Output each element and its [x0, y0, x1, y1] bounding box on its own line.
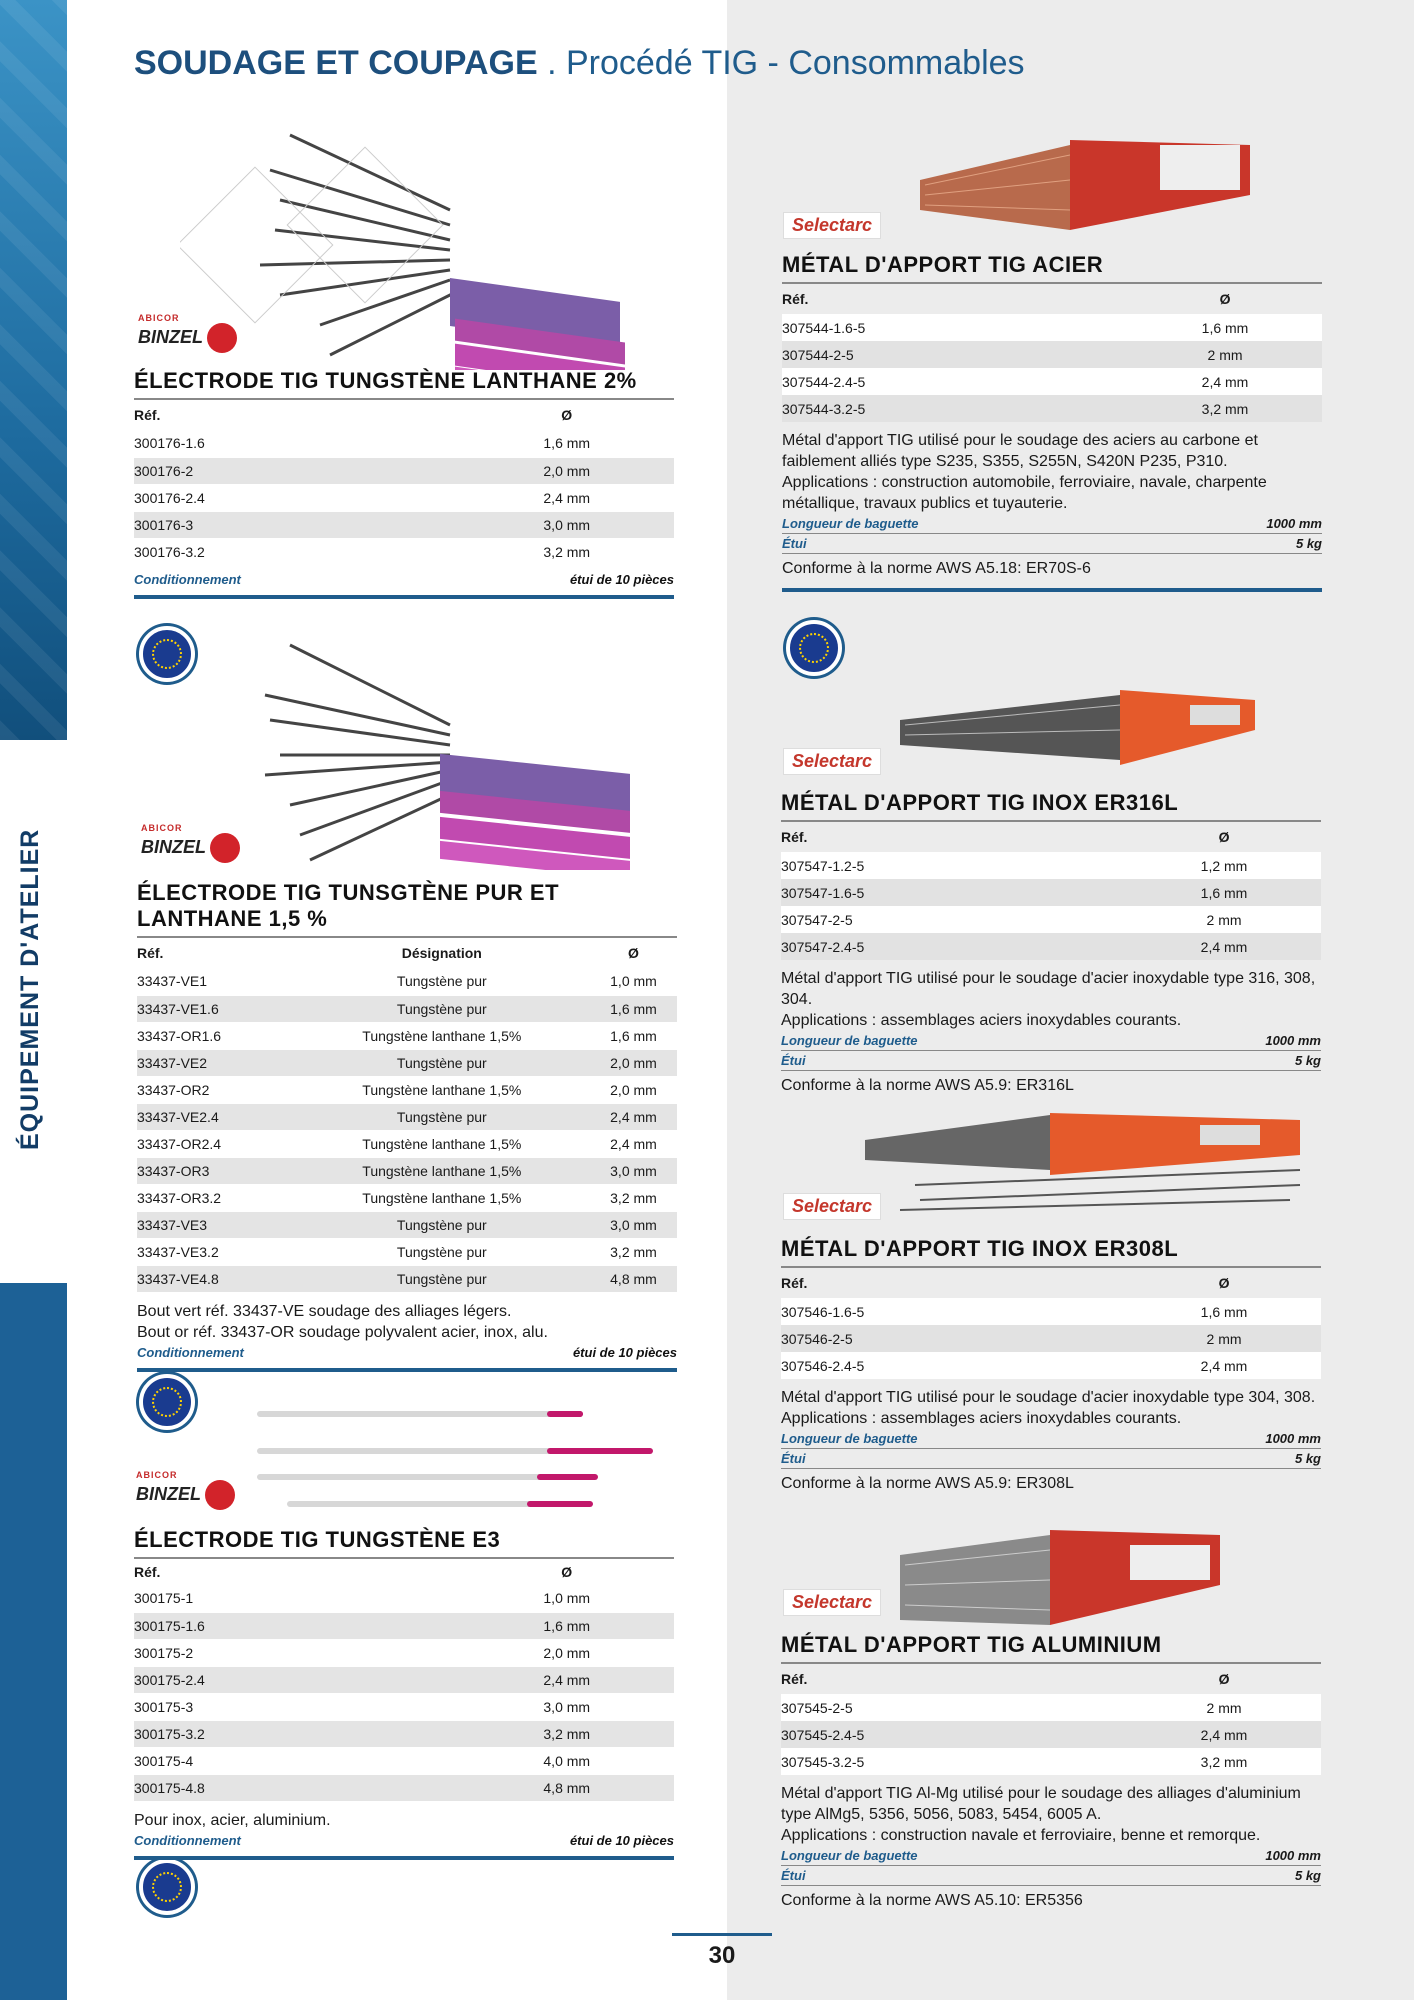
length-value: 1000 mm [1266, 516, 1322, 531]
cell-ref: 307544-2.4-5 [782, 368, 1128, 395]
cell-diameter: 3,0 mm [590, 1157, 677, 1184]
product-tig-acier [782, 252, 1322, 592]
cell-ref: 300175-2.4 [134, 1666, 459, 1693]
cell-ref: 33437-VE1 [137, 968, 294, 995]
cell-diameter: 2,0 mm [459, 1639, 674, 1666]
packaging-value: étui de 10 pièces [569, 571, 674, 587]
product-applications: Applications : assemblages aciers inoxydables courants. [781, 1012, 1182, 1029]
cell-diameter: 2 mm [1127, 1325, 1321, 1352]
case-row [781, 1866, 1321, 1886]
product-pur-lanthane [137, 880, 677, 1372]
cell-ref: 300176-1.6 [134, 430, 459, 457]
product-tig-inox-316l [781, 790, 1321, 1105]
table-row [134, 1747, 674, 1774]
cell-ref: 33437-OR2.4 [137, 1130, 294, 1157]
table-row [137, 1265, 677, 1292]
cell-ref: 300175-1.6 [134, 1612, 459, 1639]
product-description: Métal d'apport TIG utilisé pour le soudage des aciers au carbone et faiblement alliés type S235, S355, S255N, S420N P235, P310. [782, 432, 1258, 470]
aluminium-rods-image [900, 1525, 1230, 1645]
table-row [134, 484, 674, 511]
cell-ref: 307547-1.6-5 [781, 879, 1127, 906]
cell-diameter: 1,6 mm [459, 1612, 674, 1639]
product-description: Pour inox, acier, aluminium. [134, 1811, 331, 1829]
cell-designation: Tungstène lanthane 1,5% [294, 1184, 590, 1211]
length-label: Longueur de baguette [781, 1431, 918, 1446]
case-value: 5 kg [1294, 1868, 1321, 1883]
table-row [137, 1076, 677, 1103]
col-ref: Réf. [782, 291, 809, 307]
product-applications: Applications : assemblages aciers inoxydables courants. [781, 1410, 1182, 1427]
cell-diameter: 3,2 mm [590, 1238, 677, 1265]
cell-designation: Tungstène lanthane 1,5% [294, 1076, 590, 1103]
description-line: Bout or réf. 33437-OR soudage polyvalent acier, inox, alu. [137, 1323, 548, 1341]
cell-diameter: 3,2 mm [459, 1720, 674, 1747]
table-row [782, 368, 1322, 395]
cell-ref: 300175-4 [134, 1747, 459, 1774]
cell-ref: 307545-2.4-5 [781, 1721, 1127, 1748]
cell-designation: Tungstène pur [294, 995, 590, 1022]
cell-ref: 33437-OR3.2 [137, 1184, 294, 1211]
table-row [781, 1694, 1321, 1721]
table-row [781, 879, 1321, 906]
table-row [134, 1639, 674, 1666]
col-ref: Réf. [134, 407, 161, 423]
binzel-logo-mark-icon [205, 1480, 235, 1510]
cell-diameter: 3,0 mm [459, 511, 674, 538]
table-row [134, 1666, 674, 1693]
cell-ref: 300176-3.2 [134, 538, 459, 565]
page-title [134, 44, 1025, 83]
cell-diameter: 2,4 mm [459, 484, 674, 511]
cell-ref: 33437-VE3 [137, 1211, 294, 1238]
col-diameter: Ø [1218, 1671, 1230, 1687]
packaging-row [134, 1831, 674, 1860]
cell-designation: Tungstène pur [294, 968, 590, 995]
cell-diameter: 1,6 mm [590, 995, 677, 1022]
inox-316l-rods-image [900, 680, 1260, 780]
cell-designation: Tungstène pur [294, 1103, 590, 1130]
col-ref: Réf. [134, 1564, 161, 1580]
product-description: Métal d'apport TIG utilisé pour le soudage d'acier inoxydable type 304, 308. [781, 1389, 1316, 1406]
table-row [134, 1612, 674, 1639]
cell-ref: 307547-2.4-5 [781, 933, 1127, 960]
binzel-logo-top: ABICOR [138, 313, 180, 323]
table-row [137, 1130, 677, 1157]
cell-ref: 33437-VE1.6 [137, 995, 294, 1022]
table-row [781, 1352, 1321, 1379]
product-table [782, 284, 1322, 422]
cell-ref: 307547-1.2-5 [781, 852, 1127, 879]
binzel-logo-main: BINZEL [136, 1483, 201, 1504]
binzel-logo-1 [138, 313, 237, 353]
packaging-row [134, 566, 674, 599]
col-diameter: Ø [561, 407, 573, 423]
eu-badge-icon [139, 626, 195, 682]
col-ref: Réf. [781, 1671, 808, 1687]
cell-ref: 307546-2.4-5 [781, 1352, 1127, 1379]
product-description: Métal d'apport TIG Al-Mg utilisé pour le soudage des alliages d'aluminium type AlMg5, 5356, 5056, 5083, 5454, 6005 A. [781, 1785, 1301, 1823]
product-table [134, 1559, 674, 1802]
cell-ref: 33437-VE4.8 [137, 1265, 294, 1292]
length-row [781, 1846, 1321, 1866]
selectarc-logo-3: Selectarc [783, 1193, 881, 1220]
col-diameter: Ø [628, 945, 639, 961]
cell-diameter: 4,8 mm [590, 1265, 677, 1292]
binzel-logo-main: BINZEL [141, 836, 206, 857]
table-row [134, 1693, 674, 1720]
norm-text: Conforme à la norme AWS A5.9: ER316L [781, 1077, 1074, 1094]
sidebar-label: ÉQUIPEMENT D'ATELIER [16, 828, 44, 1150]
norm-text: Conforme à la norme AWS A5.10: ER5356 [781, 1892, 1083, 1909]
cell-ref: 33437-OR3 [137, 1157, 294, 1184]
cell-ref: 307546-2-5 [781, 1325, 1127, 1352]
cell-diameter: 2,4 mm [459, 1666, 674, 1693]
case-row [781, 1051, 1321, 1071]
table-row [134, 430, 674, 457]
product-description: Métal d'apport TIG utilisé pour le soudage d'acier inoxydable type 316, 308, 304. [781, 970, 1316, 1008]
case-value: 5 kg [1295, 536, 1322, 551]
table-row [781, 1748, 1321, 1775]
cell-designation: Tungstène lanthane 1,5% [294, 1022, 590, 1049]
binzel-logo-2 [141, 823, 240, 863]
cell-diameter: 2,4 mm [1127, 933, 1321, 960]
cell-ref: 33437-OR1.6 [137, 1022, 294, 1049]
case-row [782, 534, 1322, 554]
table-row [137, 995, 677, 1022]
product-title: MÉTAL D'APPORT TIG INOX ER316L [781, 790, 1321, 822]
title-bold: SOUDAGE ET COUPAGE [134, 44, 538, 82]
table-row [782, 341, 1322, 368]
product-lanthane-2 [134, 368, 674, 599]
packaging-row [137, 1343, 677, 1372]
table-row [134, 538, 674, 565]
cell-diameter: 2,0 mm [590, 1049, 677, 1076]
table-row [134, 1774, 674, 1801]
product-title: MÉTAL D'APPORT TIG ALUMINIUM [781, 1632, 1321, 1664]
table-row [782, 395, 1322, 422]
cell-diameter: 3,2 mm [590, 1184, 677, 1211]
cell-diameter: 2,4 mm [590, 1103, 677, 1130]
col-ref: Réf. [781, 829, 808, 845]
col-designation: Désignation [401, 945, 482, 961]
cell-diameter: 2,4 mm [1127, 1721, 1321, 1748]
case-value: 5 kg [1294, 1451, 1321, 1466]
length-row [781, 1429, 1321, 1449]
eu-badge-icon [786, 620, 842, 676]
cell-diameter: 2 mm [1127, 1694, 1321, 1721]
cell-ref: 307547-2-5 [781, 906, 1127, 933]
product-title: ÉLECTRODE TIG TUNSGTÈNE PUR ET LANTHANE 1,5 % [137, 880, 677, 938]
binzel-logo-3 [136, 1470, 235, 1510]
table-row [137, 1184, 677, 1211]
sidebar-decor-bottom [0, 1283, 67, 2000]
cell-diameter: 2,0 mm [459, 457, 674, 484]
case-value: 5 kg [1294, 1053, 1321, 1068]
table-row [134, 1720, 674, 1747]
cell-diameter: 2,0 mm [590, 1076, 677, 1103]
table-row [137, 1103, 677, 1130]
product-table [781, 1268, 1321, 1379]
case-label: Étui [781, 1868, 806, 1883]
table-row [781, 933, 1321, 960]
cell-ref: 33437-OR2 [137, 1076, 294, 1103]
cell-diameter: 3,2 mm [459, 538, 674, 565]
length-value: 1000 mm [1265, 1848, 1321, 1863]
length-value: 1000 mm [1265, 1431, 1321, 1446]
cell-ref: 300176-2 [134, 457, 459, 484]
product-table [781, 822, 1321, 960]
tungsten-electrodes-image-2 [260, 640, 660, 870]
cell-ref: 300175-1 [134, 1585, 459, 1612]
cell-diameter: 1,0 mm [590, 968, 677, 995]
table-row [782, 314, 1322, 341]
table-row [137, 1049, 677, 1076]
case-row [781, 1449, 1321, 1469]
cell-ref: 300175-3.2 [134, 1720, 459, 1747]
cell-diameter: 1,0 mm [459, 1585, 674, 1612]
cell-ref: 307546-1.6-5 [781, 1298, 1127, 1325]
selectarc-logo-4: Selectarc [783, 1589, 881, 1616]
binzel-logo-top: ABICOR [136, 1470, 178, 1480]
cell-diameter: 1,6 mm [590, 1022, 677, 1049]
binzel-logo-mark-icon [207, 323, 237, 353]
product-applications: Applications : construction automobile, ferroviaire, navale, charpente métallique, travaux publics et tuyauterie. [782, 474, 1267, 512]
cell-designation: Tungstène lanthane 1,5% [294, 1130, 590, 1157]
cell-designation: Tungstène pur [294, 1049, 590, 1076]
cell-diameter: 1,6 mm [1127, 1298, 1321, 1325]
selectarc-logo-1: Selectarc [783, 212, 881, 239]
product-title: ÉLECTRODE TIG TUNGSTÈNE LANTHANE 2% [134, 368, 674, 400]
cell-diameter: 2,4 mm [590, 1130, 677, 1157]
product-table [781, 1664, 1321, 1775]
length-row [782, 514, 1322, 534]
cell-diameter: 3,2 mm [1127, 1748, 1321, 1775]
cell-diameter: 1,6 mm [1128, 314, 1322, 341]
table-row [781, 852, 1321, 879]
cell-diameter: 1,6 mm [1127, 879, 1321, 906]
product-title: MÉTAL D'APPORT TIG ACIER [782, 252, 1322, 284]
length-label: Longueur de baguette [782, 516, 919, 531]
case-label: Étui [782, 536, 807, 551]
page-number: 30 [672, 1933, 772, 1970]
table-row [781, 906, 1321, 933]
cell-ref: 307544-3.2-5 [782, 395, 1128, 422]
description-line: Bout vert réf. 33437-VE soudage des alliages légers. [137, 1302, 512, 1320]
product-table [137, 938, 677, 1293]
cell-diameter: 2 mm [1128, 341, 1322, 368]
cell-ref: 300175-3 [134, 1693, 459, 1720]
table-row [781, 1298, 1321, 1325]
cell-diameter: 1,2 mm [1127, 852, 1321, 879]
product-applications: Applications : construction navale et ferroviaire, benne et remorque. [781, 1827, 1261, 1844]
table-row [781, 1325, 1321, 1352]
cell-diameter: 3,0 mm [459, 1693, 674, 1720]
packaging-value: étui de 10 pièces [569, 1832, 674, 1848]
product-title: MÉTAL D'APPORT TIG INOX ER308L [781, 1236, 1321, 1268]
length-value: 1000 mm [1265, 1033, 1321, 1048]
length-row [781, 1031, 1321, 1051]
cell-diameter: 3,0 mm [590, 1211, 677, 1238]
packaging-value: étui de 10 pièces [572, 1344, 677, 1360]
col-diameter: Ø [561, 1564, 573, 1580]
length-label: Longueur de baguette [781, 1033, 918, 1048]
norm-text: Conforme à la norme AWS A5.9: ER308L [781, 1475, 1074, 1492]
col-ref: Réf. [137, 945, 164, 961]
cell-ref: 33437-VE2.4 [137, 1103, 294, 1130]
packaging-label: Conditionnement [134, 571, 241, 587]
cell-ref: 307545-3.2-5 [781, 1748, 1127, 1775]
cell-diameter: 2 mm [1127, 906, 1321, 933]
product-description [137, 1301, 677, 1343]
cell-designation: Tungstène pur [294, 1211, 590, 1238]
table-row [137, 1022, 677, 1049]
title-rest: . Procédé TIG - Consommables [537, 44, 1025, 82]
steel-filler-rods-image [920, 120, 1260, 240]
table-row [134, 1585, 674, 1612]
cell-ref: 300176-2.4 [134, 484, 459, 511]
cell-designation: Tungstène pur [294, 1265, 590, 1292]
eu-badge-icon [139, 1859, 195, 1915]
cell-ref: 300175-4.8 [134, 1774, 459, 1801]
product-e3 [134, 1527, 674, 1860]
col-diameter: Ø [1218, 1275, 1230, 1291]
product-tig-inox-308l [781, 1236, 1321, 1503]
tungsten-electrodes-image-1 [180, 130, 650, 370]
cell-ref: 307544-1.6-5 [782, 314, 1128, 341]
cell-ref: 307544-2-5 [782, 341, 1128, 368]
cell-designation: Tungstène pur [294, 1238, 590, 1265]
product-tig-aluminium [781, 1632, 1321, 1920]
table-row [137, 968, 677, 995]
binzel-logo-mark-icon [210, 833, 240, 863]
table-row [134, 457, 674, 484]
product-table [134, 400, 674, 566]
cell-diameter: 2,4 mm [1128, 368, 1322, 395]
col-ref: Réf. [781, 1275, 808, 1291]
case-label: Étui [781, 1451, 806, 1466]
binzel-logo-top: ABICOR [141, 823, 183, 833]
cell-diameter: 4,0 mm [459, 1747, 674, 1774]
eu-badge-icon [139, 1374, 195, 1430]
case-label: Étui [781, 1053, 806, 1068]
cell-ref: 300175-2 [134, 1639, 459, 1666]
table-row [137, 1211, 677, 1238]
cell-diameter: 3,2 mm [1128, 395, 1322, 422]
packaging-label: Conditionnement [137, 1344, 244, 1360]
length-label: Longueur de baguette [781, 1848, 918, 1863]
cell-ref: 307545-2-5 [781, 1694, 1127, 1721]
col-diameter: Ø [1218, 829, 1230, 845]
cell-diameter: 4,8 mm [459, 1774, 674, 1801]
cell-diameter: 2,4 mm [1127, 1352, 1321, 1379]
inox-308l-rods-image [860, 1110, 1310, 1220]
cell-ref: 33437-VE3.2 [137, 1238, 294, 1265]
cell-ref: 33437-VE2 [137, 1049, 294, 1076]
cell-designation: Tungstène lanthane 1,5% [294, 1157, 590, 1184]
sidebar-decor-top [0, 0, 67, 740]
norm-text: Conforme à la norme AWS A5.18: ER70S-6 [782, 560, 1322, 592]
product-title: ÉLECTRODE TIG TUNGSTÈNE E3 [134, 1527, 674, 1559]
binzel-logo-main: BINZEL [138, 326, 203, 347]
col-diameter: Ø [1219, 291, 1231, 307]
packaging-label: Conditionnement [134, 1832, 241, 1848]
selectarc-logo-2: Selectarc [783, 748, 881, 775]
table-row [134, 511, 674, 538]
table-row [137, 1157, 677, 1184]
table-row [781, 1721, 1321, 1748]
sidebar [0, 0, 67, 2000]
table-row [137, 1238, 677, 1265]
cell-ref: 300176-3 [134, 511, 459, 538]
cell-diameter: 1,6 mm [459, 430, 674, 457]
e3-electrodes-image [250, 1400, 670, 1510]
